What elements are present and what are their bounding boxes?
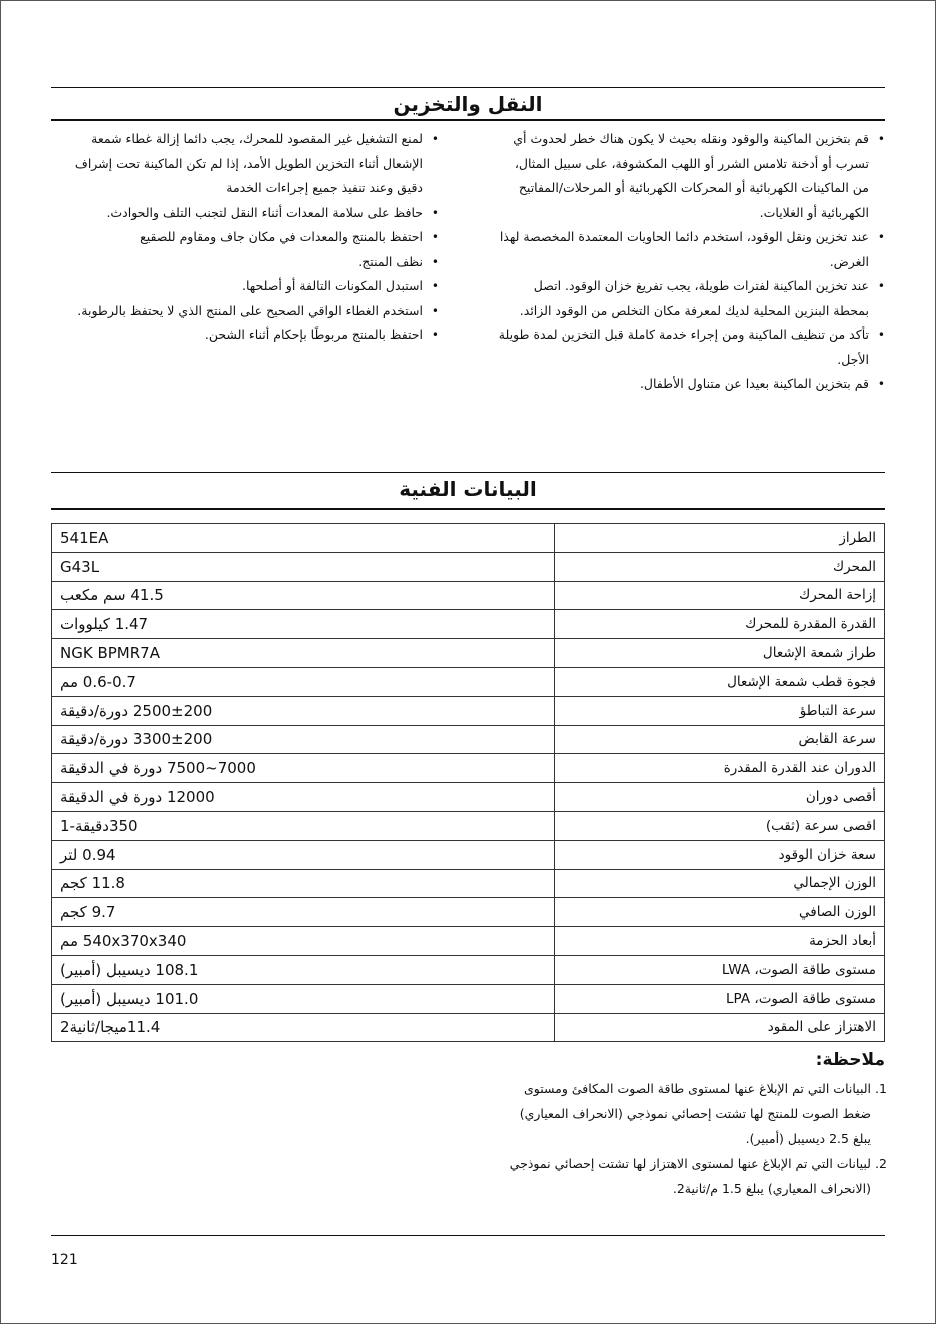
spec-value: 12000 دورة في الدقيقة <box>60 788 215 807</box>
spec-value: 2500±200 دورة/دقيقة <box>60 701 213 720</box>
storage-instruction-item: • احتفظ بالمنتج مربوطًا بإحكام أثناء الشحن. <box>51 323 423 348</box>
section2-title-rule <box>51 508 885 510</box>
section1-top-rule <box>51 87 885 88</box>
spec-value-cell <box>52 840 555 869</box>
spec-value-cell <box>52 955 555 984</box>
spec-label: فجوة قطب شمعة الإشعال <box>555 667 885 696</box>
spec-value: 350دقيقة-1 <box>60 816 138 835</box>
spec-label: الوزن الصافي <box>555 898 885 927</box>
spec-row <box>52 667 885 696</box>
spec-row <box>52 581 885 610</box>
spec-label: المحرك <box>555 552 885 581</box>
spec-row <box>52 927 885 956</box>
spec-value-cell <box>52 869 555 898</box>
storage-instruction-item: • لمنع التشغيل غير المقصود للمحرك، يجب دائما إزالة غطاء شمعة الإشعال أثناء التخزين الطويل الأمد، إذا لم تكن الماكينة تحت إشراف دقيق وعند تنفيذ جميع إجراءات الخدمة <box>51 127 423 201</box>
spec-value-cell <box>52 639 555 668</box>
spec-value-cell <box>52 524 555 553</box>
spec-value: 108.1 ديسيبل (أمبير) <box>60 960 199 979</box>
spec-value-cell <box>52 581 555 610</box>
notes-list-container <box>505 1076 885 1201</box>
spec-value: 0.6-0.7 مم <box>60 672 136 691</box>
spec-value-cell <box>52 725 555 754</box>
storage-instruction-item: • قم بتخزين الماكينة بعيدا عن متناول الأطفال. <box>495 372 869 397</box>
storage-instruction-item: • قم بتخزين الماكينة والوقود ونقله بحيث لا يكون هناك خطر لحدوث أي تسرب أو أدخنة تلامس الشرر أو اللهب المكشوفة، على سبيل المثال، من الماكينات الكهربائية أو المحركات الكهربائية أو المرحلات/المفاتيح الكهربائية أو الغلايات. <box>495 127 869 225</box>
page-number: 121 <box>51 1252 78 1268</box>
spec-value-cell <box>52 811 555 840</box>
spec-value: 1.47 كيلووات <box>60 615 149 634</box>
notes-list <box>505 1076 885 1201</box>
spec-value: 11.4ميجا/ثانية2 <box>60 1018 161 1037</box>
spec-value-cell <box>52 898 555 927</box>
spec-label: سعة خزان الوقود <box>555 840 885 869</box>
storage-instruction-item: • حافظ على سلامة المعدات أثناء النقل لتجنب التلف والحوادث. <box>51 201 423 226</box>
spec-value: 11.8 كجم <box>60 874 125 893</box>
storage-instruction-item: • تأكد من تنظيف الماكينة ومن إجراء خدمة كاملة قبل التخزين لمدة طويلة الأجل. <box>495 323 869 372</box>
spec-label: إزاحة المحرك <box>555 581 885 610</box>
spec-value: 41.5 سم مكعب <box>60 586 164 605</box>
note-item: 1. البيانات التي تم الإبلاغ عنها لمستوى طاقة الصوت المكافئ ومستوى ضغط الصوت للمنتج لها تشتت إحصائي نموذجي (الانحراف المعياري) يبلغ 2.5 ديسيبل (أمبير). <box>505 1076 871 1151</box>
spec-value-cell <box>52 927 555 956</box>
spec-label: الطراز <box>555 524 885 553</box>
spec-row <box>52 984 885 1013</box>
spec-value-cell <box>52 984 555 1013</box>
spec-label: سرعة التباطؤ <box>555 696 885 725</box>
spec-label: الاهتزاز على المقود <box>555 1013 885 1042</box>
spec-row <box>52 811 885 840</box>
spec-value: 7000~7500 دورة في الدقيقة <box>60 759 256 778</box>
spec-row <box>52 696 885 725</box>
section1-title-rule <box>51 119 885 121</box>
spec-row <box>52 955 885 984</box>
spec-row <box>52 783 885 812</box>
spec-value-cell <box>52 696 555 725</box>
storage-left-list <box>51 127 439 348</box>
spec-value-cell <box>52 610 555 639</box>
spec-row <box>52 725 885 754</box>
spec-value: 541EA <box>60 528 109 547</box>
spec-row <box>52 840 885 869</box>
spec-row <box>52 754 885 783</box>
storage-left-column <box>51 127 439 348</box>
storage-instruction-item: • استبدل المكونات التالفة أو أصلحها. <box>51 274 423 299</box>
spec-label: طراز شمعة الإشعال <box>555 639 885 668</box>
spec-label: الدوران عند القدرة المقدرة <box>555 754 885 783</box>
spec-label: سرعة القابض <box>555 725 885 754</box>
spec-label: الوزن الإجمالي <box>555 869 885 898</box>
spec-label: القدرة المقدرة للمحرك <box>555 610 885 639</box>
spec-row <box>52 639 885 668</box>
section2-title: البيانات الفنية <box>399 477 537 501</box>
storage-instruction-item: • عند تخزين ونقل الوقود، استخدم دائما الحاويات المعتمدة المخصصة لهذا الغرض. <box>495 225 869 274</box>
spec-row <box>52 610 885 639</box>
note-item: 2. لبيانات التي تم الإبلاغ عنها لمستوى الاهتزاز لها تشتت إحصائي نموذجي (الانحراف المعياري) يبلغ 1.5 م/ثانية2. <box>505 1151 871 1201</box>
storage-instruction-item: • نظف المنتج. <box>51 250 423 275</box>
spec-value: NGK BPMR7A <box>60 644 160 663</box>
spec-label: أقصى دوران <box>555 783 885 812</box>
storage-right-list <box>495 127 885 397</box>
section2-top-rule <box>51 472 885 473</box>
spec-label: اقصى سرعة (ثقب) <box>555 811 885 840</box>
spec-label: أبعاد الحزمة <box>555 927 885 956</box>
spec-value-cell <box>52 552 555 581</box>
storage-right-column <box>495 127 885 397</box>
storage-instruction-item: • عند تخزين الماكينة لفترات طويلة، يجب تفريغ خزان الوقود. اتصل بمحطة البنزين المحلية لديك لمعرفة مكان التخلص من الوقود الزائد. <box>495 274 869 323</box>
spec-value: 0.94 لتر <box>60 845 116 864</box>
notes-heading: ملاحظة: <box>815 1050 885 1070</box>
section1-title: النقل والتخزين <box>393 92 543 116</box>
spec-value: 101.0 ديسيبل (أمبير) <box>60 989 199 1008</box>
spec-row <box>52 869 885 898</box>
storage-instruction-item: • استخدم الغطاء الواقي الصحيح على المنتج الذي لا يحتفظ بالرطوبة. <box>51 299 423 324</box>
spec-label: مستوى طاقة الصوت، LPA <box>555 984 885 1013</box>
spec-value-cell <box>52 1013 555 1042</box>
spec-row <box>52 1013 885 1042</box>
spec-label: مستوى طاقة الصوت، LWA <box>555 955 885 984</box>
spec-value: 9.7 كجم <box>60 903 116 922</box>
footer-rule <box>51 1235 885 1236</box>
spec-row <box>52 552 885 581</box>
spec-value-cell <box>52 667 555 696</box>
spec-value-cell <box>52 754 555 783</box>
spec-value: 3300±200 دورة/دقيقة <box>60 730 213 749</box>
technical-data-table <box>51 523 885 1042</box>
spec-value-cell <box>52 783 555 812</box>
spec-value: 540x370x340 مم <box>60 932 187 951</box>
spec-value: G43L <box>60 557 100 576</box>
spec-row <box>52 898 885 927</box>
spec-row <box>52 524 885 553</box>
storage-instruction-item: • احتفظ بالمنتج والمعدات في مكان جاف ومقاوم للصقيع <box>51 225 423 250</box>
